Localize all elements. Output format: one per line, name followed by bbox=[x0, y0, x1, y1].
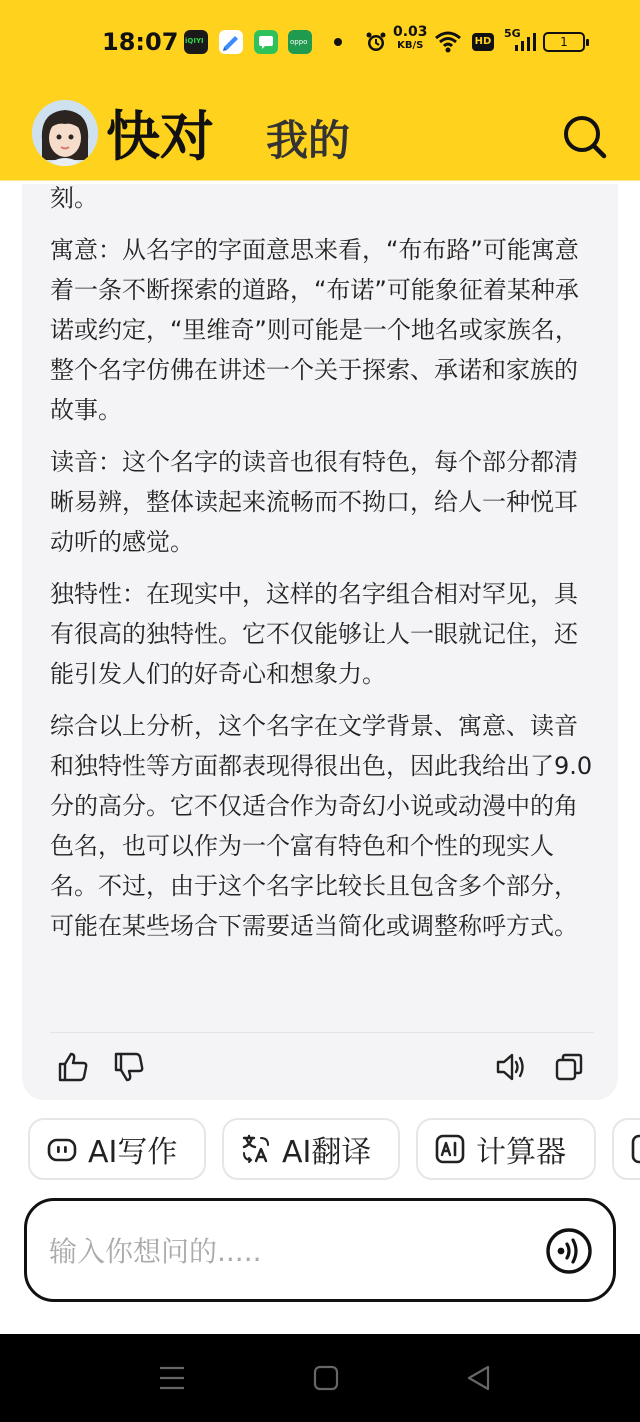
iqiyi-icon-text: iQIYI bbox=[185, 37, 204, 45]
tool-ai-writing[interactable] bbox=[28, 1118, 206, 1180]
tool-label: AI写作 bbox=[88, 1135, 178, 1170]
notification-dot bbox=[334, 38, 342, 46]
battery-icon bbox=[543, 32, 585, 52]
question-input-box bbox=[24, 1198, 616, 1302]
tool-label: 计算器 bbox=[476, 1135, 566, 1170]
signal-icon bbox=[514, 32, 536, 52]
blue-app-icon bbox=[219, 30, 243, 54]
answer-paragraph: 综合以上分析，这个名字在文学背景、寓意、读音和独特性等方面都表现得很出色，因此我给出了9.0分的高分。它不仅适合作为奇幻小说或动漫中的角色名，也可以作为一个富有特色和个性的现实人名。不过，由于这个名字比较长且包含多个部分，可能在某些场合下需要适当简化或调整称呼方式。 bbox=[50, 712, 593, 940]
quick-tools bbox=[28, 1118, 640, 1180]
answer-text bbox=[50, 184, 594, 958]
robot-icon bbox=[46, 1133, 78, 1165]
more-tool-icon bbox=[630, 1133, 640, 1165]
wifi-icon bbox=[434, 30, 462, 54]
status-bar bbox=[0, 0, 640, 84]
system-nav-bar bbox=[0, 1334, 640, 1422]
network-type: 5G bbox=[504, 27, 521, 40]
menu-icon[interactable] bbox=[158, 1364, 186, 1392]
messages-icon bbox=[254, 30, 278, 54]
oppo-store-icon-text: oppo bbox=[290, 38, 308, 46]
tool-more[interactable] bbox=[612, 1118, 640, 1180]
hd-badge: HD bbox=[472, 33, 494, 51]
back-icon[interactable] bbox=[464, 1364, 492, 1392]
speaker-icon[interactable] bbox=[494, 1050, 528, 1084]
tool-calculator[interactable] bbox=[416, 1118, 596, 1180]
answer-paragraph: 刻。 bbox=[50, 184, 98, 212]
status-time: 18:07 bbox=[102, 28, 179, 56]
thumbs-up-icon[interactable] bbox=[56, 1050, 90, 1084]
oppo-store-icon bbox=[288, 30, 312, 54]
ai-calculator-icon bbox=[434, 1133, 466, 1165]
answer-bubble bbox=[22, 184, 618, 1100]
divider bbox=[50, 1032, 594, 1033]
answer-paragraph: 寓意：从名字的字面意思来看，“布布路”可能寓意着一条不断探索的道路，“布诺”可能象征着某种承诺或约定，“里维奇”则可能是一个地名或家族名，整个名字仿佛在讲述一个关于探索、承诺和家族的故事。 bbox=[50, 236, 579, 424]
network-speed-value: 0.03 bbox=[393, 24, 428, 40]
avatar[interactable] bbox=[32, 100, 98, 166]
tab-mine[interactable]: 我的 bbox=[266, 116, 351, 165]
answer-paragraph: 读音：这个名字的读音也很有特色，每个部分都清晰易辨，整体读起来流畅而不拗口，给人一种悦耳动听的感觉。 bbox=[50, 448, 578, 556]
network-speed bbox=[393, 26, 428, 52]
tool-label: AI翻译 bbox=[282, 1135, 372, 1170]
thumbs-down-icon[interactable] bbox=[112, 1050, 146, 1084]
question-input[interactable] bbox=[49, 1231, 509, 1271]
translate-icon bbox=[240, 1133, 272, 1165]
battery-level: 1 bbox=[560, 35, 568, 49]
tool-ai-translate[interactable] bbox=[222, 1118, 400, 1180]
copy-icon[interactable] bbox=[552, 1050, 586, 1084]
voice-input-icon[interactable] bbox=[545, 1227, 593, 1275]
brand-title: 快对 bbox=[106, 105, 214, 168]
iqiyi-icon bbox=[184, 30, 208, 54]
home-icon[interactable] bbox=[312, 1364, 340, 1392]
alarm-icon bbox=[364, 30, 388, 54]
network-speed-unit: KB/S bbox=[397, 40, 424, 51]
answer-paragraph: 独特性：在现实中，这样的名字组合相对罕见，具有很高的独特性。它不仅能够让人一眼就记住，还能引发人们的好奇心和想象力。 bbox=[50, 580, 578, 688]
chat-panel bbox=[0, 184, 640, 1334]
search-icon[interactable] bbox=[560, 112, 608, 160]
